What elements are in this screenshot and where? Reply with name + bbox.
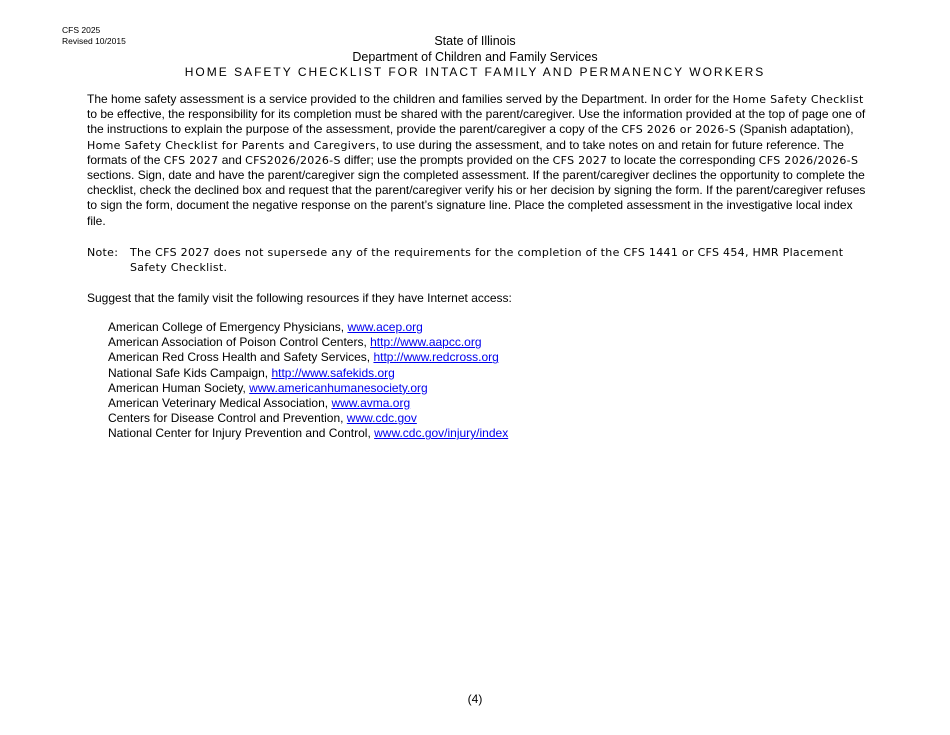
resource-name: American Red Cross Health and Safety Services, [108, 350, 374, 365]
resource-item [108, 411, 867, 426]
resource-link[interactable]: http://www.aapcc.org [370, 335, 482, 350]
document-title: HOME SAFETY CHECKLIST FOR INTACT FAMILY AND PERMANENCY WORKERS [184, 65, 766, 79]
form-reference: CFS 2026 or 2026-S [621, 123, 737, 137]
resource-list [108, 320, 867, 442]
page-number: (4) [467, 692, 483, 706]
form-number: CFS 2025 [62, 25, 101, 35]
intro-text-8: sections. Sign, date and have the parent/caregiver sign the completed assessment. If the parent/caregiver declines the opportunity to complete the checklist, check the declined box and request that the parent/caregiver verify his or her decision by signing the form. If the parent/caregiver refuses to sign the form, document the negative response on the parent’s signature line. Place the completed assessment in the investigative local index file. [87, 168, 866, 228]
resource-link[interactable]: www.cdc.gov [346, 411, 417, 426]
document-header [0, 34, 950, 81]
intro-text-1: The home safety assessment is a service provided to the children and families served by the Department. In order for the [87, 92, 733, 106]
intro-text-6: differ; use the prompts provided on the [340, 152, 553, 167]
intro-text-2: to be effective, the responsibility for its completion must be shared with the parent/caregiver. Use the information provided at the top of page one of the instructions to explain the purpose of the assessment, provide the parent/caregiver a copy of the [87, 107, 866, 137]
form-reference: CFS 2026/2026-S [758, 153, 859, 167]
intro-text-7: to locate the corresponding [607, 152, 759, 167]
resource-link[interactable]: http://www.redcross.org [373, 350, 499, 365]
resource-item [108, 426, 867, 441]
resource-link[interactable]: www.acep.org [347, 320, 423, 335]
intro-text-5: and [218, 152, 246, 167]
department-name: Department of Children and Family Services [352, 49, 598, 64]
checklist-name: Home Safety Checklist [732, 93, 864, 106]
resource-item [108, 320, 867, 335]
resource-item [108, 335, 867, 350]
resource-item [108, 381, 867, 396]
form-reference: CFS2026/2026-S [245, 153, 341, 167]
resource-link[interactable]: www.americanhumanesociety.org [249, 380, 428, 395]
resource-link[interactable]: www.cdc.gov/injury/index [374, 426, 509, 441]
resource-name: Centers for Disease Control and Prevention, [108, 411, 347, 426]
form-revision: Revised 10/2015 [62, 36, 126, 46]
form-reference: CFS 2027 [552, 153, 608, 167]
resource-name: American Veterinary Medical Association, [108, 396, 332, 411]
resource-name: American College of Emergency Physicians, [108, 320, 348, 335]
note-text: The CFS 2027 does not supersede any of the requirements for the completion of the CFS 1441 or CFS 454, HMR Placement Safety Checklist. [130, 245, 844, 274]
resource-item [108, 366, 867, 381]
document-body [87, 92, 867, 442]
resource-name: American Human Society, [108, 380, 250, 395]
intro-text-3: (Spanish adaptation), [736, 122, 854, 137]
resource-name: American Association of Poison Control Centers, [108, 335, 371, 350]
resource-item [108, 396, 867, 411]
resource-name: National Center for Injury Prevention and Control, [108, 426, 375, 441]
resource-link[interactable]: http://www.safekids.org [271, 365, 395, 380]
note-label: Note: [87, 245, 119, 259]
resources-intro: Suggest that the family visit the following resources if they have Internet access: [87, 290, 512, 305]
note-block [87, 245, 867, 275]
parents-checklist-name: Home Safety Checklist for Parents and Caregivers [87, 138, 376, 152]
intro-text-4: , to use during the assessment, and to take notes on and retain for future reference. The formats of the [87, 137, 844, 167]
resource-item [108, 350, 867, 365]
resource-link[interactable]: www.avma.org [331, 396, 411, 411]
form-reference: CFS 2027 [163, 153, 219, 167]
resource-name: National Safe Kids Campaign, [108, 365, 272, 380]
state-name: State of Illinois [434, 34, 516, 48]
intro-paragraph [87, 92, 867, 229]
